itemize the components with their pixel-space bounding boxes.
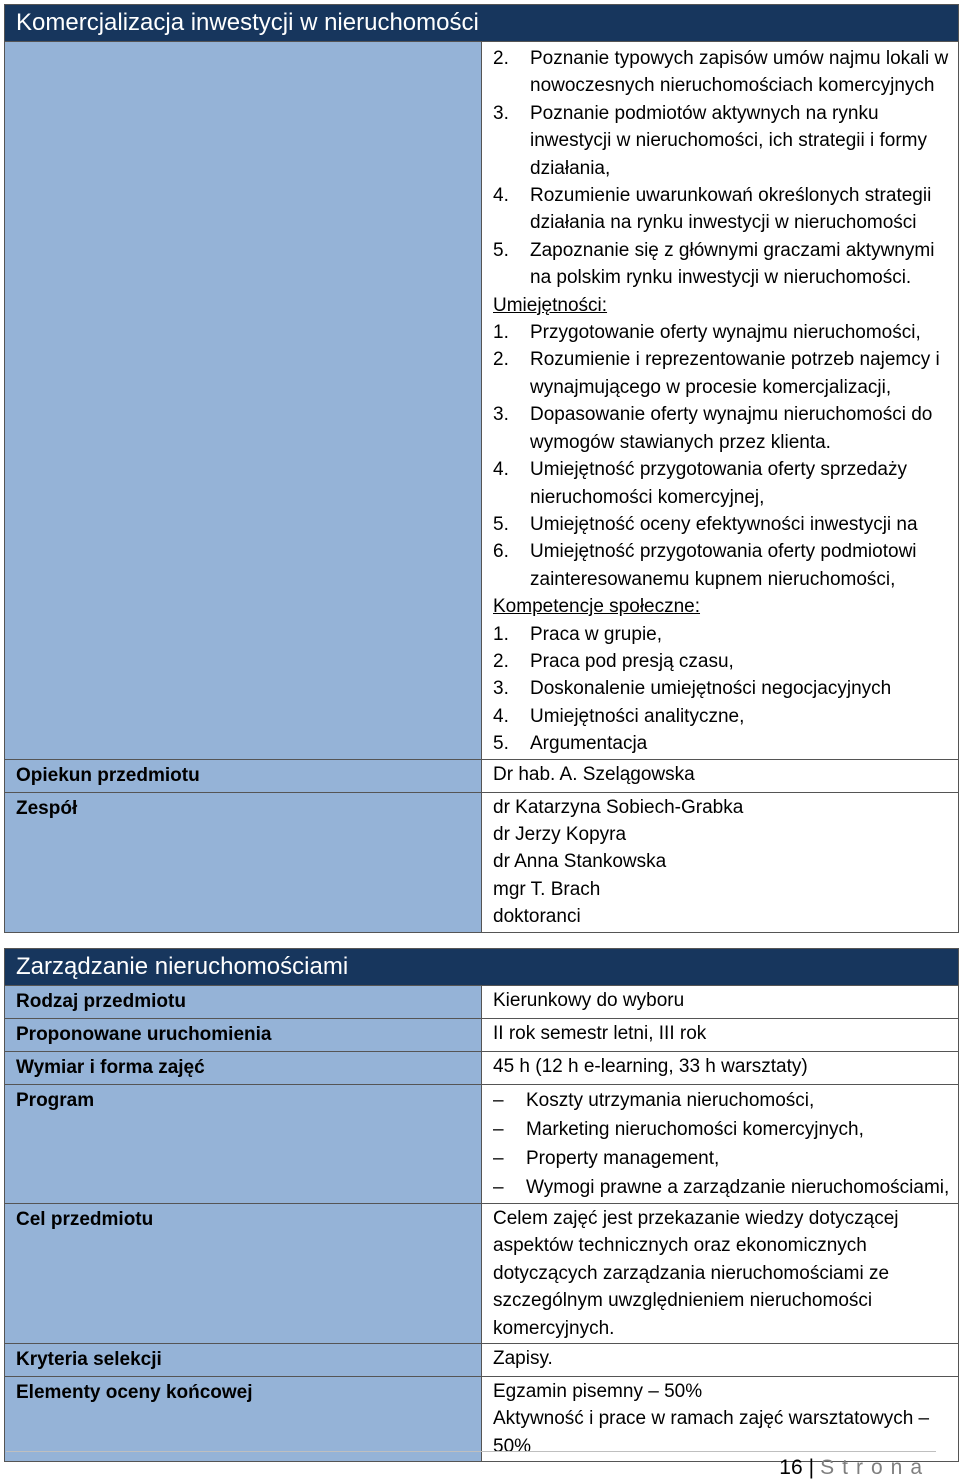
list-item bbox=[493, 1115, 958, 1144]
assessment-value bbox=[482, 1377, 959, 1462]
type-label: Rodzaj przedmiotu bbox=[5, 986, 482, 1019]
course-table-property-management bbox=[4, 948, 959, 1462]
list-item-text: Rozumienie i reprezentowanie potrzeb najemcy i wynajmującego w procesie komercjalizacji, bbox=[530, 349, 940, 398]
list-item-number: 3. bbox=[493, 404, 509, 426]
selection-label: Kryteria selekcji bbox=[5, 1344, 482, 1377]
section-title: Komercjalizacja inwestycji w nieruchomości bbox=[5, 5, 959, 42]
supervisor-label: Opiekun przedmiotu bbox=[5, 759, 482, 792]
list-item-number: 5. bbox=[493, 513, 509, 535]
list-item-text: Argumentacja bbox=[530, 733, 648, 755]
list-item-text: Koszty utrzymania nieruchomości, bbox=[526, 1090, 815, 1111]
list-item-text: Zapoznanie się z głównymi graczami aktywnymi na polskim rynku inwestycji w nieruchomości. bbox=[530, 239, 935, 289]
selection-value: Zapisy. bbox=[482, 1344, 959, 1377]
social-competences-heading: Kompetencje społeczne: bbox=[493, 596, 701, 618]
team-member: dr Anna Stankowska bbox=[493, 851, 667, 873]
list-item-text: Umiejętność przygotowania oferty podmiotowi zainteresowanemu kupnem nieruchomości, bbox=[530, 541, 917, 590]
launch-label: Proponowane uruchomienia bbox=[5, 1019, 482, 1052]
list-item bbox=[493, 182, 958, 237]
list-item-text: Praca pod presją czasu, bbox=[530, 650, 734, 672]
assessment-line: Aktywność i prace w ramach zajęć warsztatowych – 50% bbox=[493, 1408, 930, 1457]
list-item bbox=[493, 730, 958, 757]
list-item-number: 2. bbox=[493, 349, 509, 371]
program-list bbox=[493, 1086, 958, 1202]
list-item bbox=[493, 511, 958, 538]
list-item-number: – bbox=[493, 1177, 504, 1198]
list-item bbox=[493, 675, 958, 702]
list-item-text: Przygotowanie oferty wynajmu nieruchomości, bbox=[530, 322, 921, 344]
list-item bbox=[493, 45, 958, 100]
list-item-text: Praca w grupie, bbox=[530, 623, 663, 645]
list-item bbox=[493, 1086, 958, 1115]
list-item bbox=[493, 538, 958, 593]
assessment-label: Elementy oceny końcowej bbox=[5, 1377, 482, 1462]
supervisor-value: Dr hab. A. Szelągowska bbox=[482, 759, 959, 792]
list-item-number: 2. bbox=[493, 650, 509, 672]
page-footer bbox=[779, 1456, 930, 1480]
list-item-number: 4. bbox=[493, 459, 509, 481]
hours-value: 45 h (12 h e-learning, 33 h warsztaty) bbox=[482, 1052, 959, 1085]
list-item bbox=[493, 621, 958, 648]
list-item-text: Rozumienie uwarunkowań określonych strategii działania na rynku inwestycji w nieruchomości bbox=[530, 185, 932, 234]
program-cell bbox=[482, 1085, 959, 1204]
list-item-text: Wymogi prawne a zarządzanie nieruchomościami, bbox=[526, 1177, 950, 1198]
list-item-text: Dopasowanie oferty wynajmu nieruchomości do wymogów stawianych przez klienta. bbox=[530, 404, 933, 453]
list-item-number: 3. bbox=[493, 102, 509, 124]
page-word: Strona bbox=[820, 1456, 930, 1479]
footer-divider bbox=[6, 1451, 936, 1452]
label-cell-empty bbox=[5, 42, 482, 760]
type-value: Kierunkowy do wyboru bbox=[482, 986, 959, 1019]
list-item-text: Umiejętność przygotowania oferty sprzedaży nieruchomości komercyjnej, bbox=[530, 459, 908, 508]
team-label: Zespół bbox=[5, 792, 482, 932]
list-item bbox=[493, 237, 958, 292]
list-item bbox=[493, 401, 958, 456]
section-title: Zarządzanie nieruchomościami bbox=[5, 949, 959, 986]
list-item bbox=[493, 319, 958, 346]
team-member: mgr T. Brach bbox=[493, 878, 601, 900]
list-item-number: 4. bbox=[493, 185, 509, 207]
list-item-number: – bbox=[493, 1148, 504, 1169]
team-member: doktoranci bbox=[493, 906, 581, 928]
list-item bbox=[493, 346, 958, 401]
list-item-number: 2. bbox=[493, 48, 509, 69]
list-item bbox=[493, 648, 958, 675]
list-item-text: Property management, bbox=[526, 1148, 720, 1169]
list-item-number: 3. bbox=[493, 678, 509, 700]
footer-separator: | bbox=[808, 1456, 815, 1479]
goal-label: Cel przedmiotu bbox=[5, 1204, 482, 1344]
list-item bbox=[493, 456, 958, 511]
list-item-number: 1. bbox=[493, 322, 509, 344]
list-item-text: Umiejętność oceny efektywności inwestycji na bbox=[530, 513, 918, 535]
skills-list bbox=[493, 319, 958, 593]
list-item-number: 5. bbox=[493, 239, 509, 261]
list-item-text: Marketing nieruchomości komercyjnych, bbox=[526, 1119, 864, 1140]
list-item-text: Poznanie podmiotów aktywnych na rynku inwestycji w nieruchomości, ich strategii i formy działania, bbox=[530, 102, 928, 179]
list-item-number: – bbox=[493, 1119, 504, 1140]
team-members bbox=[482, 792, 959, 932]
list-item-text: Doskonalenie umiejętności negocjacyjnych bbox=[530, 678, 892, 700]
list-item bbox=[493, 1173, 958, 1202]
goal-value: Celem zajęć jest przekazanie wiedzy dotyczącej aspektów technicznych oraz ekonomicznych dotyczących zarządzania nieruchomościami ze szczególnym uwzględnieniem nieruchomości komercyjnych. bbox=[482, 1204, 959, 1344]
launch-value: II rok semestr letni, III rok bbox=[482, 1019, 959, 1052]
program-label: Program bbox=[5, 1085, 482, 1204]
course-table-commercialization bbox=[4, 4, 959, 933]
page-number: 16 bbox=[779, 1456, 803, 1479]
list-item-number: 5. bbox=[493, 733, 509, 755]
list-item-number: 6. bbox=[493, 541, 509, 563]
list-item-number: – bbox=[493, 1090, 504, 1111]
list-item-text: Poznanie typowych zapisów umów najmu lokali w nowoczesnych nieruchomościach komercyjnych bbox=[530, 48, 949, 97]
outcomes-cell bbox=[482, 42, 959, 760]
hours-label: Wymiar i forma zajęć bbox=[5, 1052, 482, 1085]
list-item bbox=[493, 100, 958, 182]
list-item-number: 1. bbox=[493, 623, 509, 645]
social-competences-list bbox=[493, 621, 958, 758]
team-member: dr Katarzyna Sobiech-Grabka bbox=[493, 796, 744, 818]
list-item bbox=[493, 703, 958, 730]
skills-heading: Umiejętności: bbox=[493, 294, 608, 316]
knowledge-list bbox=[493, 45, 958, 292]
assessment-line: Egzamin pisemny – 50% bbox=[493, 1381, 703, 1403]
list-item-number: 4. bbox=[493, 705, 509, 727]
list-item bbox=[493, 1144, 958, 1173]
team-member: dr Jerzy Kopyra bbox=[493, 823, 627, 845]
list-item-text: Umiejętności analityczne, bbox=[530, 705, 745, 727]
